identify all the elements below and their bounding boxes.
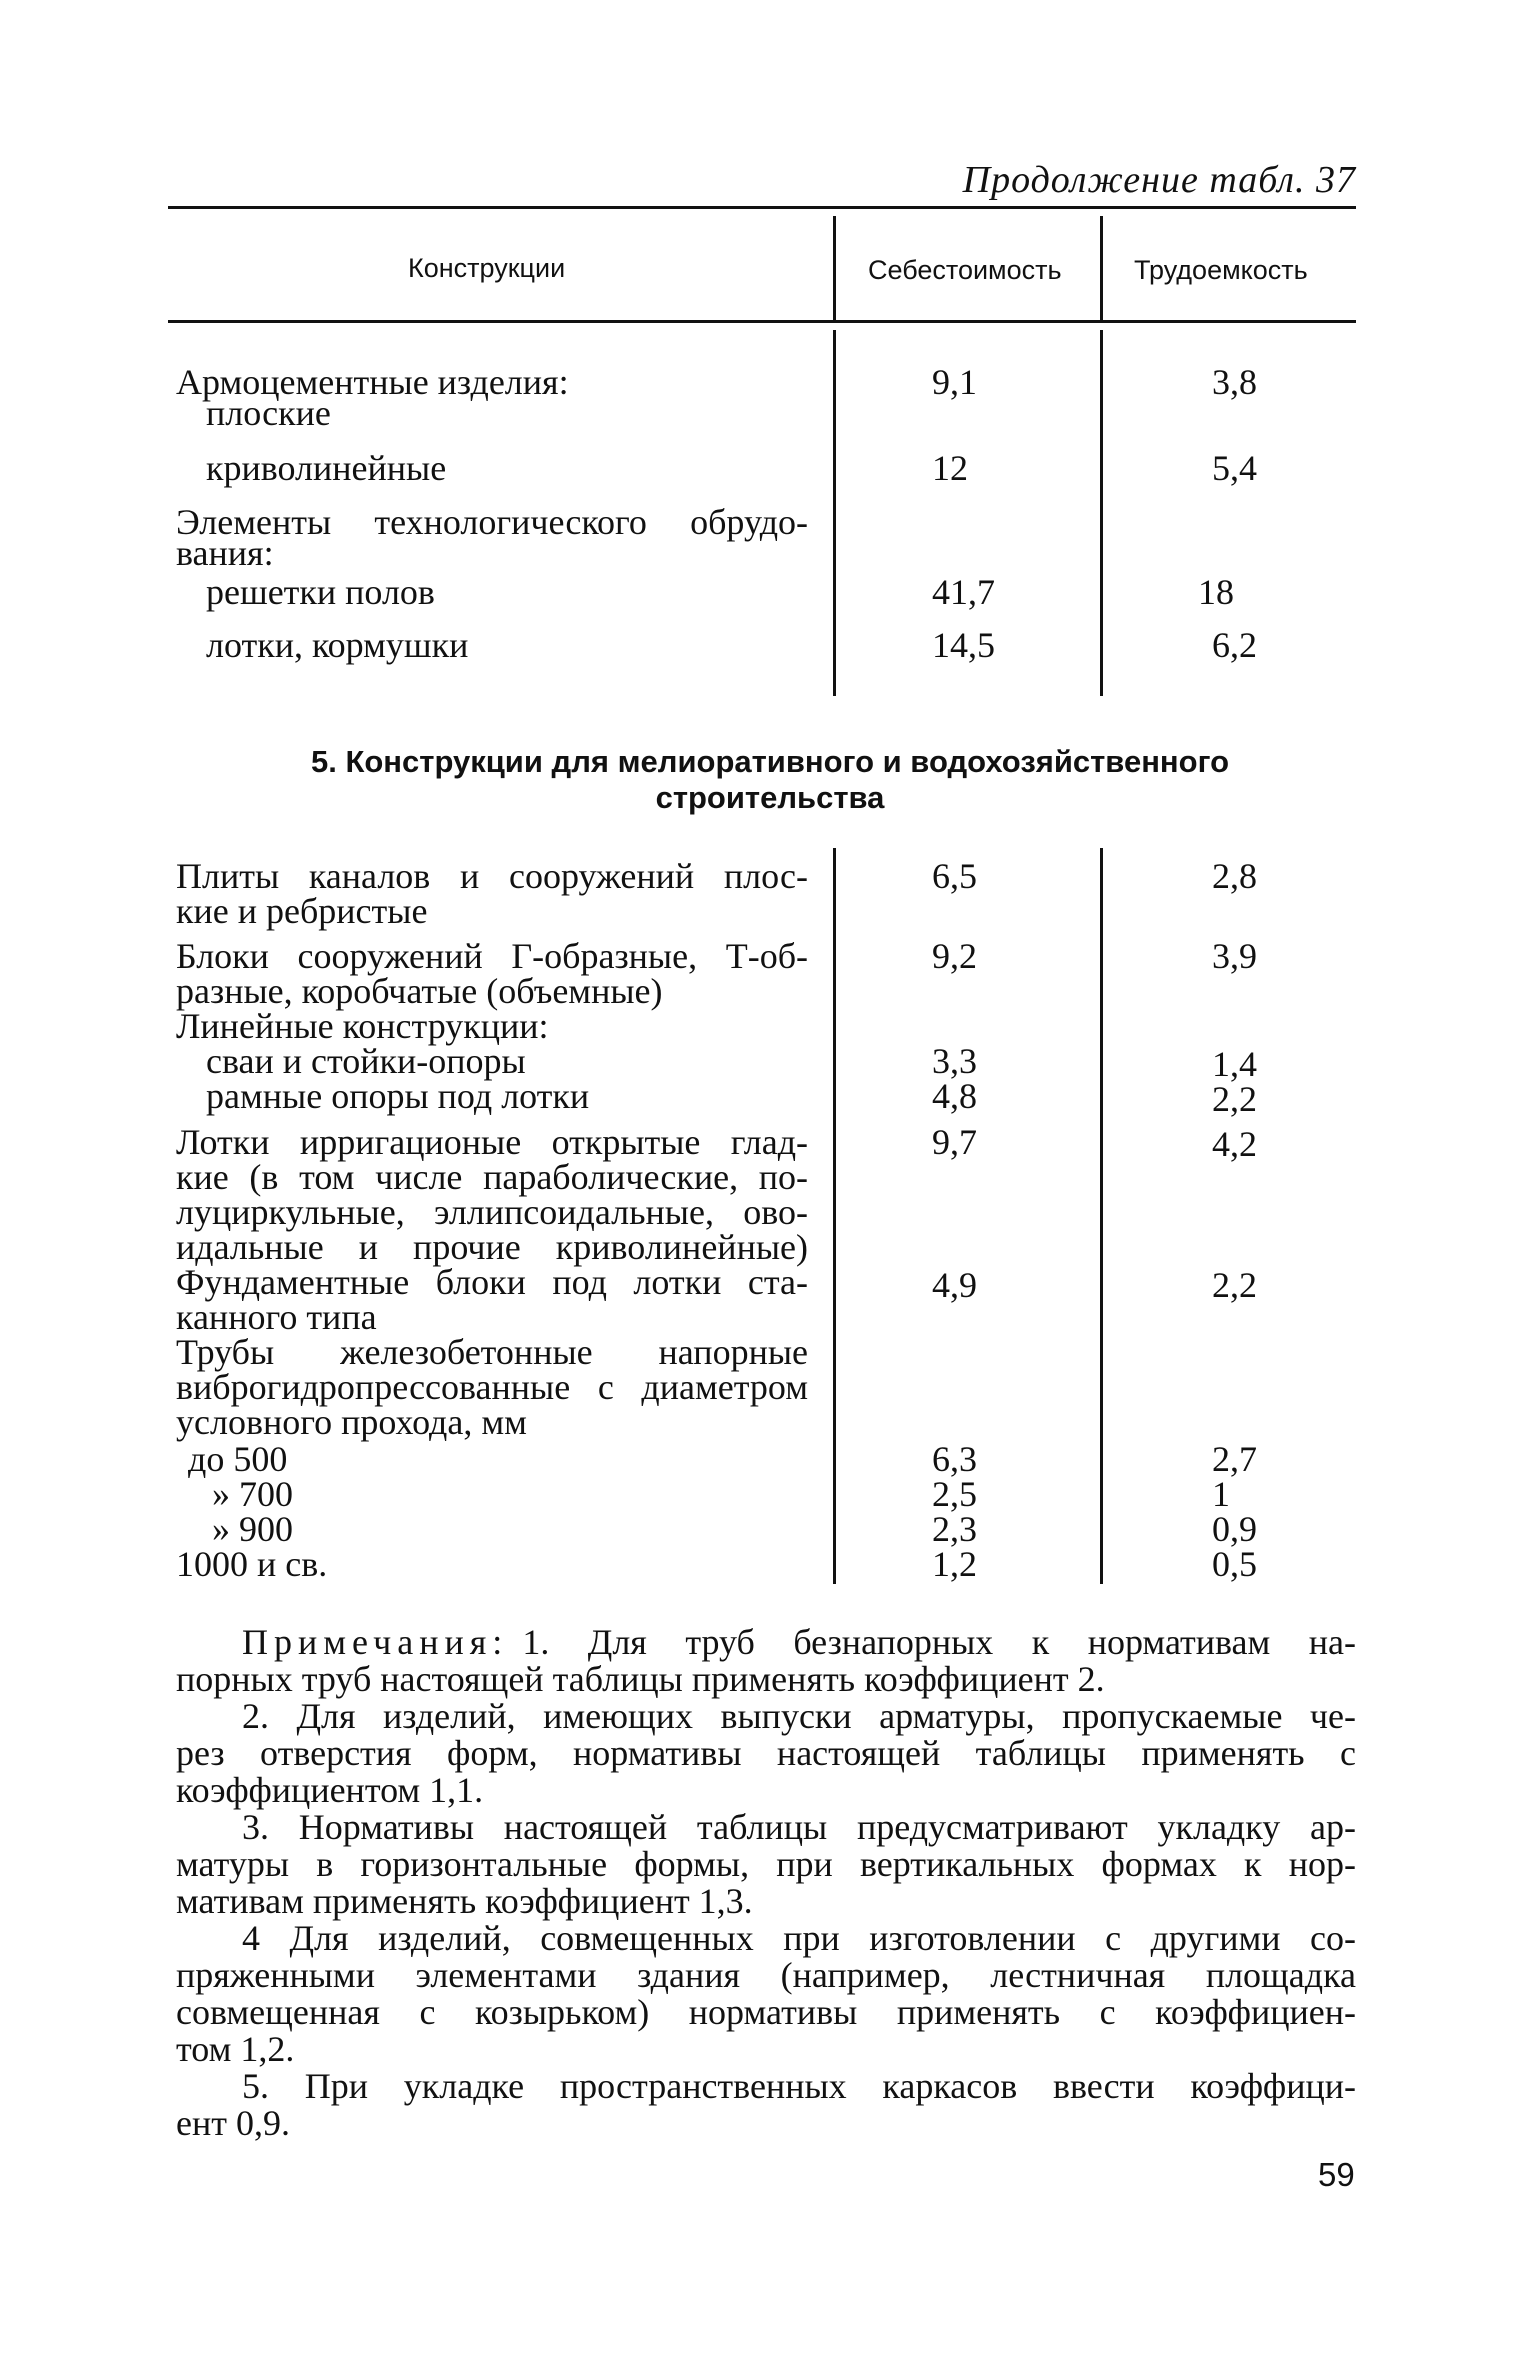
note-text: том 1,2. (176, 2029, 295, 2069)
row-text: сваи и стойки-опоры (206, 1041, 526, 1081)
labor-value: 1,4 (1212, 1044, 1257, 1084)
column-divider (833, 330, 836, 696)
note-text: пряженными элементами здания (например, лестничная площадка (176, 1955, 1356, 1995)
column-divider (1100, 216, 1103, 320)
row-text: 1000 и св. (176, 1544, 328, 1584)
labor-value: 2,7 (1212, 1439, 1257, 1479)
row-text: луциркульные, эллипсоидальные, ово- (176, 1192, 808, 1232)
row-text: Плиты каналов и сооружений плос- (176, 856, 808, 896)
cost-value: 9,2 (932, 936, 977, 976)
row-text: канного типа (176, 1297, 377, 1337)
labor-value: 2,2 (1212, 1265, 1257, 1305)
labor-value: 6,2 (1212, 625, 1257, 665)
header-cost: Себестоимость (868, 255, 1062, 285)
note-text: 3. Нормативы настоящей таблицы предусматривают укладку ар- (242, 1807, 1356, 1847)
notes-label: Примечания: (242, 1622, 509, 1662)
row-text: разные, коробчатые (объемные) (176, 971, 663, 1011)
row-text: плоские (206, 393, 331, 433)
cost-value: 4,9 (932, 1265, 977, 1305)
labor-value: 4,2 (1212, 1124, 1257, 1164)
labor-value: 2,8 (1212, 856, 1257, 896)
row-text: Элементы технологического обрудо- (176, 502, 808, 542)
column-divider (833, 216, 836, 320)
row-text: Трубы железобетонные напорные (176, 1332, 808, 1372)
labor-value: 3,8 (1212, 362, 1257, 402)
row-text: Линейные конструкции: (176, 1006, 549, 1046)
row-text: криволинейные (206, 448, 447, 488)
note-text: совмещенная с козырьком) нормативы применять с коэффициен- (176, 1992, 1356, 2032)
labor-value: 3,9 (1212, 936, 1257, 976)
row-text: рамные опоры под лотки (206, 1076, 590, 1116)
row-text: вания: (176, 533, 274, 573)
section-title: 5. Конструкции для мелиоративного и водохозяйственного (310, 744, 1230, 779)
row-text: до 500 (188, 1439, 288, 1479)
labor-value: 0,9 (1212, 1509, 1257, 1549)
row-text: лотки, кормушки (206, 625, 469, 665)
cost-value: 6,3 (932, 1439, 977, 1479)
labor-value: 2,2 (1212, 1079, 1257, 1119)
table-top-rule (168, 206, 1356, 209)
cost-value: 3,3 (932, 1041, 977, 1081)
row-text: идальные и прочие криволинейные) (176, 1227, 808, 1267)
column-divider (1100, 848, 1103, 1584)
labor-value: 1 (1212, 1474, 1230, 1514)
cost-value: 14,5 (932, 625, 995, 665)
cost-value: 6,5 (932, 856, 977, 896)
page-number: 59 (1318, 2156, 1355, 2193)
note-text: 1. Для труб безнапорных к нормативам на- (522, 1622, 1356, 1662)
note-text: 2. Для изделий, имеющих выпуски арматуры, пропускаемые че- (242, 1696, 1356, 1736)
header-bottom-rule (168, 320, 1356, 323)
note-text: 5. При укладке пространственных каркасов ввести коэффици- (242, 2066, 1356, 2106)
row-text: кие (в том числе параболические, по- (176, 1157, 808, 1197)
labor-value: 0,5 (1212, 1544, 1257, 1584)
note-text: 4 Для изделий, совмещенных при изготовлении с другими со- (242, 1918, 1356, 1958)
row-text: » 900 (212, 1509, 293, 1549)
row-text: Лотки ирригационые открытые глад- (176, 1122, 808, 1162)
column-divider (833, 848, 836, 1584)
cost-value: 1,2 (932, 1544, 977, 1584)
column-divider (1100, 330, 1103, 696)
labor-value: 5,4 (1212, 448, 1257, 488)
row-text: » 700 (212, 1474, 293, 1514)
row-text: Блоки сооружений Г-образные, Т-об- (176, 936, 808, 976)
row-text: решетки полов (206, 572, 435, 612)
row-text: Фундаментные блоки под лотки ста- (176, 1262, 808, 1302)
continuation-caption: Продолжение табл. 37 (962, 159, 1356, 201)
row-text: Армоцементные изделия: (176, 362, 569, 402)
header-constructions: Конструкции (408, 253, 566, 283)
note-text: порных труб настоящей таблицы применять коэффициент 2. (176, 1659, 1105, 1699)
cost-value: 2,5 (932, 1474, 977, 1514)
row-text: кие и ребристые (176, 891, 428, 931)
labor-value: 18 (1198, 572, 1234, 612)
row-text: условного прохода, мм (176, 1402, 527, 1442)
cost-value: 9,7 (932, 1122, 977, 1162)
cost-value: 9,1 (932, 362, 977, 402)
cost-value: 41,7 (932, 572, 995, 612)
notes-block (176, 1624, 1356, 2142)
note-text: мативам применять коэффициент 1,3. (176, 1881, 753, 1921)
note-text: матуры в горизонтальные формы, при вертикальных формах к нор- (176, 1844, 1356, 1884)
cost-value: 4,8 (932, 1076, 977, 1116)
note-text: коэффициентом 1,1. (176, 1770, 484, 1810)
row-text: виброгидропрессованные с диаметром (176, 1367, 808, 1407)
note-text: рез отверстия форм, нормативы настоящей таблицы применять с (176, 1733, 1356, 1773)
note-text: ент 0,9. (176, 2103, 290, 2143)
cost-value: 12 (932, 448, 968, 488)
header-labor: Трудоемкость (1134, 255, 1308, 285)
section-title: строительства (655, 780, 885, 815)
cost-value: 2,3 (932, 1509, 977, 1549)
